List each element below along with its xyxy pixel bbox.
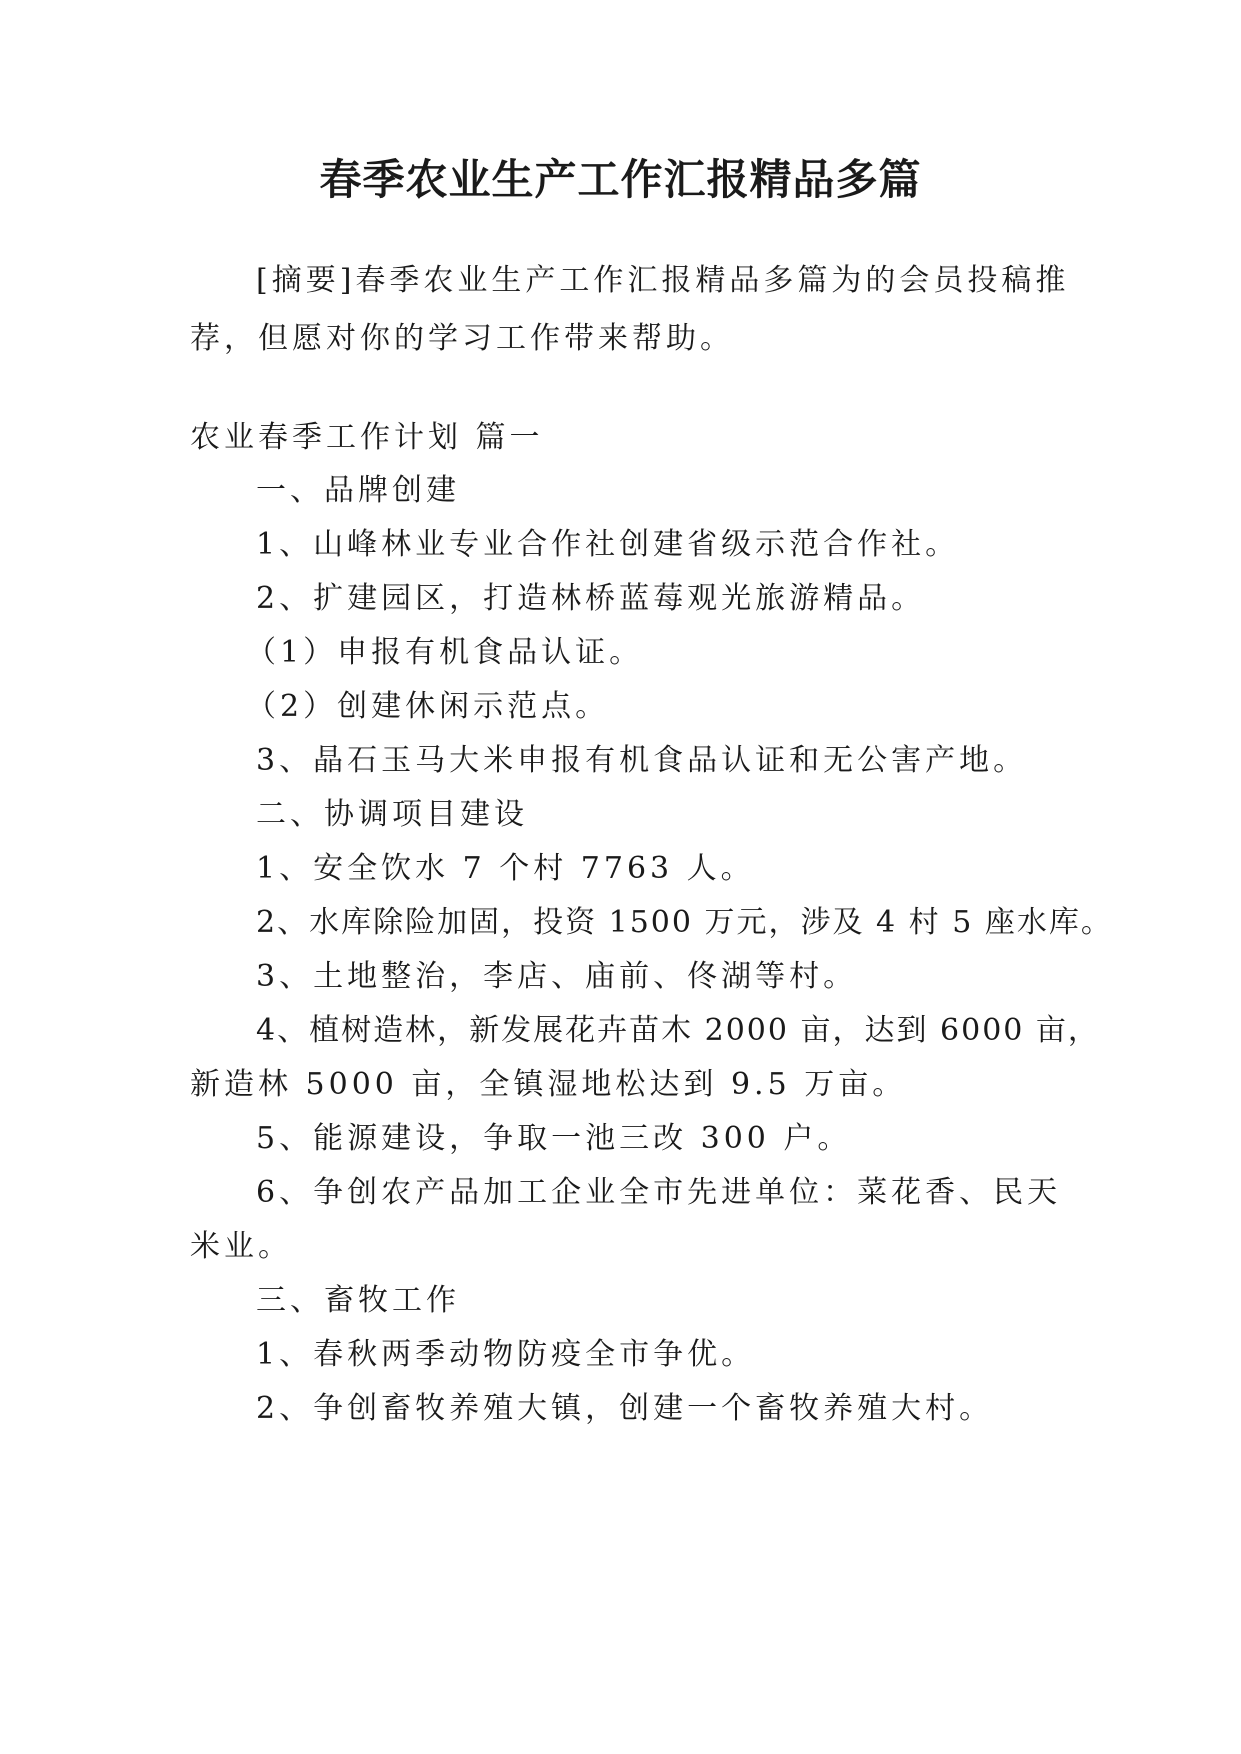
list-item: 1、春秋两季动物防疫全市争优。 — [256, 1337, 756, 1372]
section-heading: 农业春季工作计划 篇一 — [190, 420, 544, 455]
list-item: （2）创建休闲示范点。 — [246, 689, 610, 724]
list-item: 2、水库除险加固，投资 1500 万元，涉及 4 村 5 座水库。 — [256, 905, 1113, 940]
list-item: 1、安全饮水 7 个村 7763 人。 — [256, 851, 755, 886]
list-item: 2、争创畜牧养殖大镇，创建一个畜牧养殖大村。 — [256, 1391, 994, 1426]
list-item-continuation: 米业。 — [190, 1229, 292, 1264]
list-item: 3、土地整治，李店、庙前、佟湖等村。 — [256, 959, 858, 994]
list-item: 5、能源建设，争取一池三改 300 户。 — [256, 1121, 852, 1156]
heading-brand-building: 一、品牌创建 — [256, 473, 460, 508]
list-item: 4、植树造林，新发展花卉苗木 2000 亩，达到 6000 亩， — [256, 1013, 1100, 1048]
list-item: （1）申报有机食品认证。 — [246, 635, 644, 670]
abstract-line-2: 荐，但愿对你的学习工作带来帮助。 — [190, 321, 734, 356]
heading-project-coordination: 二、协调项目建设 — [256, 797, 528, 832]
heading-livestock-work: 三、畜牧工作 — [256, 1283, 460, 1318]
list-item: 1、山峰林业专业合作社创建省级示范合作社。 — [256, 527, 960, 562]
list-item-continuation: 新造林 5000 亩，全镇湿地松达到 9.5 万亩。 — [190, 1067, 907, 1102]
list-item: 3、晶石玉马大米申报有机食品认证和无公害产地。 — [256, 743, 1028, 778]
abstract-line-1: [摘要]春季农业生产工作汇报精品多篇为的会员投稿推 — [256, 263, 1070, 298]
list-item: 6、争创农产品加工企业全市先进单位：菜花香、民天 — [256, 1175, 1062, 1210]
document-title: 春季农业生产工作汇报精品多篇 — [319, 155, 922, 204]
list-item: 2、扩建园区，打造林桥蓝莓观光旅游精品。 — [256, 581, 926, 616]
